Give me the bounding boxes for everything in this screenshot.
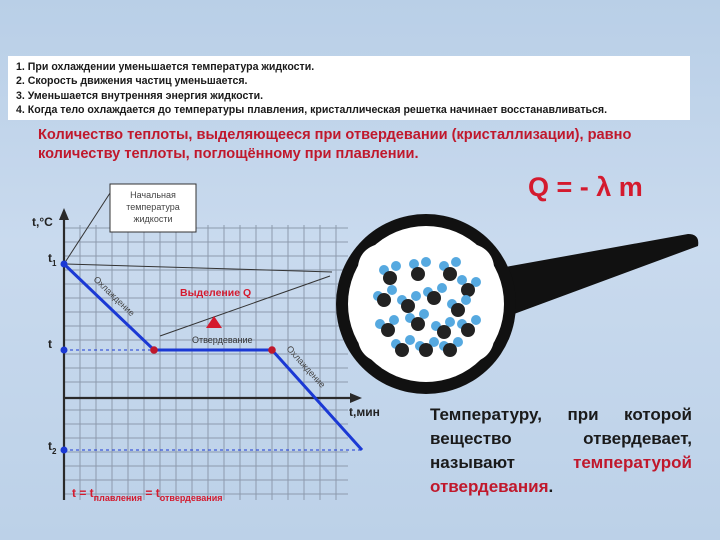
formula: Q = - λ m bbox=[528, 172, 643, 202]
point-solidification-end bbox=[268, 346, 276, 354]
callout-line: температура bbox=[126, 202, 180, 212]
solidification-label: Отвердевание bbox=[192, 335, 253, 345]
point-start bbox=[61, 261, 68, 268]
point-solidification-start bbox=[150, 346, 158, 354]
t1-label: $t_1$ bbox=[48, 251, 57, 268]
y-axis-label: t,°C bbox=[32, 215, 53, 229]
list-item: 2. Скорость движения частиц уменьшается. bbox=[16, 75, 248, 88]
point-t-axis bbox=[61, 347, 68, 354]
definition-end: . bbox=[548, 477, 554, 496]
callout-line: жидкости bbox=[133, 214, 173, 224]
list-item: 1. При охлаждении уменьшается температура жидкости. bbox=[16, 61, 315, 73]
heat-statement: Количество теплоты, выделяющееся при отвердевании (кристаллизации), равно количеству теплоты, поглощённому при плавлении. bbox=[38, 127, 632, 162]
callout-pointer bbox=[66, 264, 332, 272]
y-axis-arrow-icon bbox=[59, 208, 69, 220]
definition-term: температурой отвердевания bbox=[430, 453, 692, 496]
list-item: 3. Уменьшается внутренняя энергия жидкости. bbox=[16, 89, 264, 102]
definition-text: Температуру, при которой вещество отвердевает, называют bbox=[430, 405, 692, 472]
cooling-label-1: Охлаждение bbox=[91, 274, 137, 319]
point-t2-axis bbox=[61, 447, 68, 454]
callout-line: Начальная bbox=[130, 190, 176, 200]
melting-equals-solidification: $t = t_{плавления} = t_{отвердевания}$ bbox=[72, 486, 223, 503]
list-item: 4. Когда тело охлаждается до температуры плавления, кристаллическая решетка начинает восстанавливаться. bbox=[16, 104, 608, 117]
x-axis-arrow-icon bbox=[350, 393, 362, 403]
heat-release-label: Выделение Q bbox=[180, 287, 252, 299]
cooling-label-2: Охлаждение bbox=[284, 343, 328, 390]
t2-label: $t_2$ bbox=[48, 439, 57, 456]
magnifier-icon bbox=[336, 214, 698, 394]
t-label: t bbox=[48, 337, 52, 351]
x-axis-label: t,мин bbox=[349, 405, 380, 419]
callout-pointer bbox=[64, 190, 112, 264]
